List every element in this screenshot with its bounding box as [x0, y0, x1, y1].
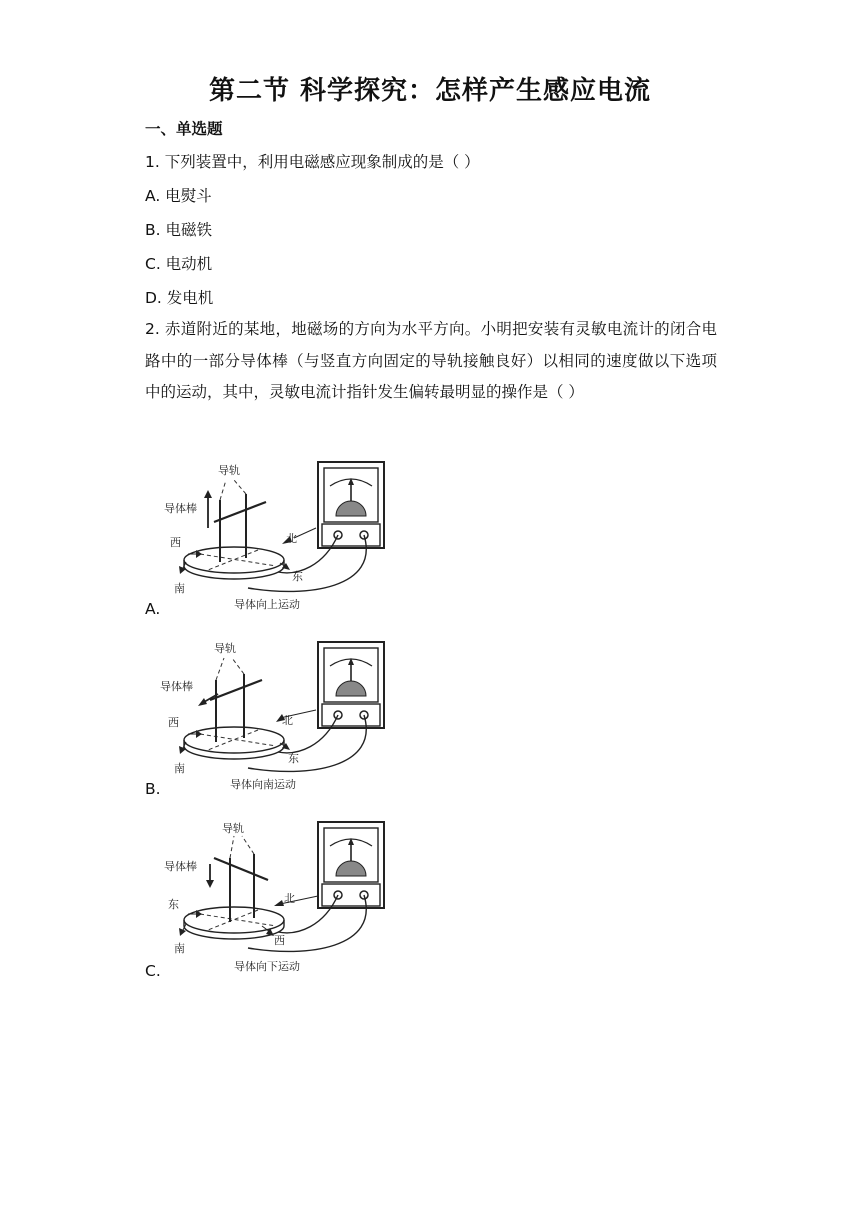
- question-1-option-b: B. 电磁铁: [145, 221, 212, 239]
- rail-label: 导轨: [214, 642, 236, 655]
- figure-option-c: [158, 818, 390, 978]
- rod-label: 导体棒: [164, 502, 197, 515]
- question-1-option-a: A. 电熨斗: [145, 187, 212, 205]
- figure-a-label: A.: [145, 600, 161, 618]
- section-heading: 一、单选题: [145, 120, 223, 138]
- figure-b-label: B.: [145, 780, 161, 798]
- direction-label-right: 东: [288, 752, 299, 765]
- rod-label: 导体棒: [160, 680, 193, 693]
- direction-label-left: 东: [168, 898, 179, 911]
- apparatus-diagram-a: [158, 458, 390, 618]
- direction-label-north: 北: [284, 892, 295, 905]
- direction-label-right: 西: [274, 934, 285, 947]
- rail-label: 导轨: [218, 464, 240, 477]
- figure-option-a: [158, 458, 390, 618]
- rod-label: 导体棒: [164, 860, 197, 873]
- figure-c-label: C.: [145, 962, 161, 980]
- figure-caption: 导体向下运动: [234, 960, 300, 973]
- apparatus-diagram-b: [158, 638, 390, 798]
- question-1-option-d: D. 发电机: [145, 289, 214, 307]
- direction-label-left: 西: [170, 536, 181, 549]
- direction-label-north: 北: [286, 532, 297, 545]
- question-1-option-c: C. 电动机: [145, 255, 213, 273]
- direction-label-south: 南: [174, 762, 185, 775]
- figure-caption: 导体向南运动: [230, 778, 296, 791]
- page-title: 第二节 科学探究：怎样产生感应电流: [208, 76, 652, 106]
- direction-label-south: 南: [174, 582, 185, 595]
- direction-label-left: 西: [168, 716, 179, 729]
- apparatus-diagram-c: [158, 818, 390, 978]
- question-2-stem: 2. 赤道附近的某地，地磁场的方向为水平方向。小明把安装有灵敏电流计的闭合电路中的一部分导体棒（与竖直方向固定的导轨接触良好）以相同的速度做以下选项中的运动，其中，灵敏电流计指针发生偏转最明显的操作是（ ）: [145, 320, 717, 401]
- direction-label-north: 北: [282, 714, 293, 727]
- rail-label: 导轨: [222, 822, 244, 835]
- question-1-stem: 1. 下列装置中，利用电磁感应现象制成的是（ ）: [145, 153, 480, 171]
- direction-label-right: 东: [292, 570, 303, 583]
- direction-label-south: 南: [174, 942, 185, 955]
- figure-option-b: [158, 638, 390, 798]
- figure-caption: 导体向上运动: [234, 598, 300, 611]
